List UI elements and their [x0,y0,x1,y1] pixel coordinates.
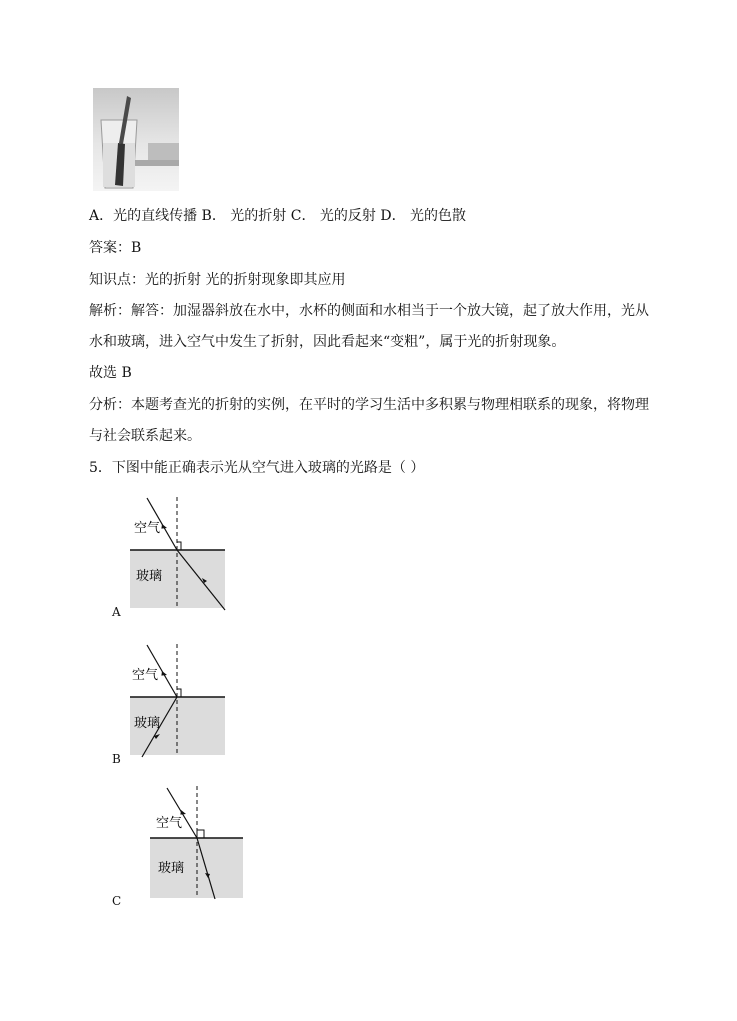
fenxi-line-1: 分析：本题考查光的折射的实例，在平时的学习生活中多积累与物理相联系的现象，将物理 [89,397,649,413]
option-b-label: B [112,752,121,766]
analysis-line-1: 解析：解答：加湿器斜放在水中，水杯的侧面和水相当于一个放大镜，起了放大作用，光从 [89,303,649,319]
choose-line: 故选 B [89,365,132,381]
option-c-label: C [112,894,122,908]
air-label: 空气 [134,521,161,536]
incident-arrow [161,671,167,676]
incident-arrow [180,810,186,815]
fenxi-line-2: 与社会联系起来。 [89,428,201,444]
glass-label: 玻璃 [134,716,161,731]
knowledge-point-line: 知识点：光的折射 光的折射现象即其应用 [89,272,346,288]
option-a-label: A [112,605,121,619]
incident-arrow [161,524,167,529]
right-angle-mark [177,542,181,550]
diagram-b [125,642,230,759]
analysis-line-2: 水和玻璃，进入空气中发生了折射，因此看起来“变粗”，属于光的折射现象。 [89,334,566,350]
question4-options: A．光的直线传播 B． 光的折射 C． 光的反射 D． 光的色散 [89,208,467,224]
answer-line: 答案：B [89,240,142,256]
glass-label: 玻璃 [158,861,185,876]
diagram-a [125,495,230,612]
humidifier-in-glass-photo [93,88,179,191]
glass-label: 玻璃 [136,569,163,584]
air-label: 空气 [156,816,183,831]
right-angle-mark [197,830,204,838]
air-label: 空气 [132,668,159,683]
diagram-c [145,784,250,901]
right-angle-mark [177,689,181,697]
question5-stem: 5．下图中能正确表示光从空气进入玻璃的光路是（ ） [89,460,425,476]
